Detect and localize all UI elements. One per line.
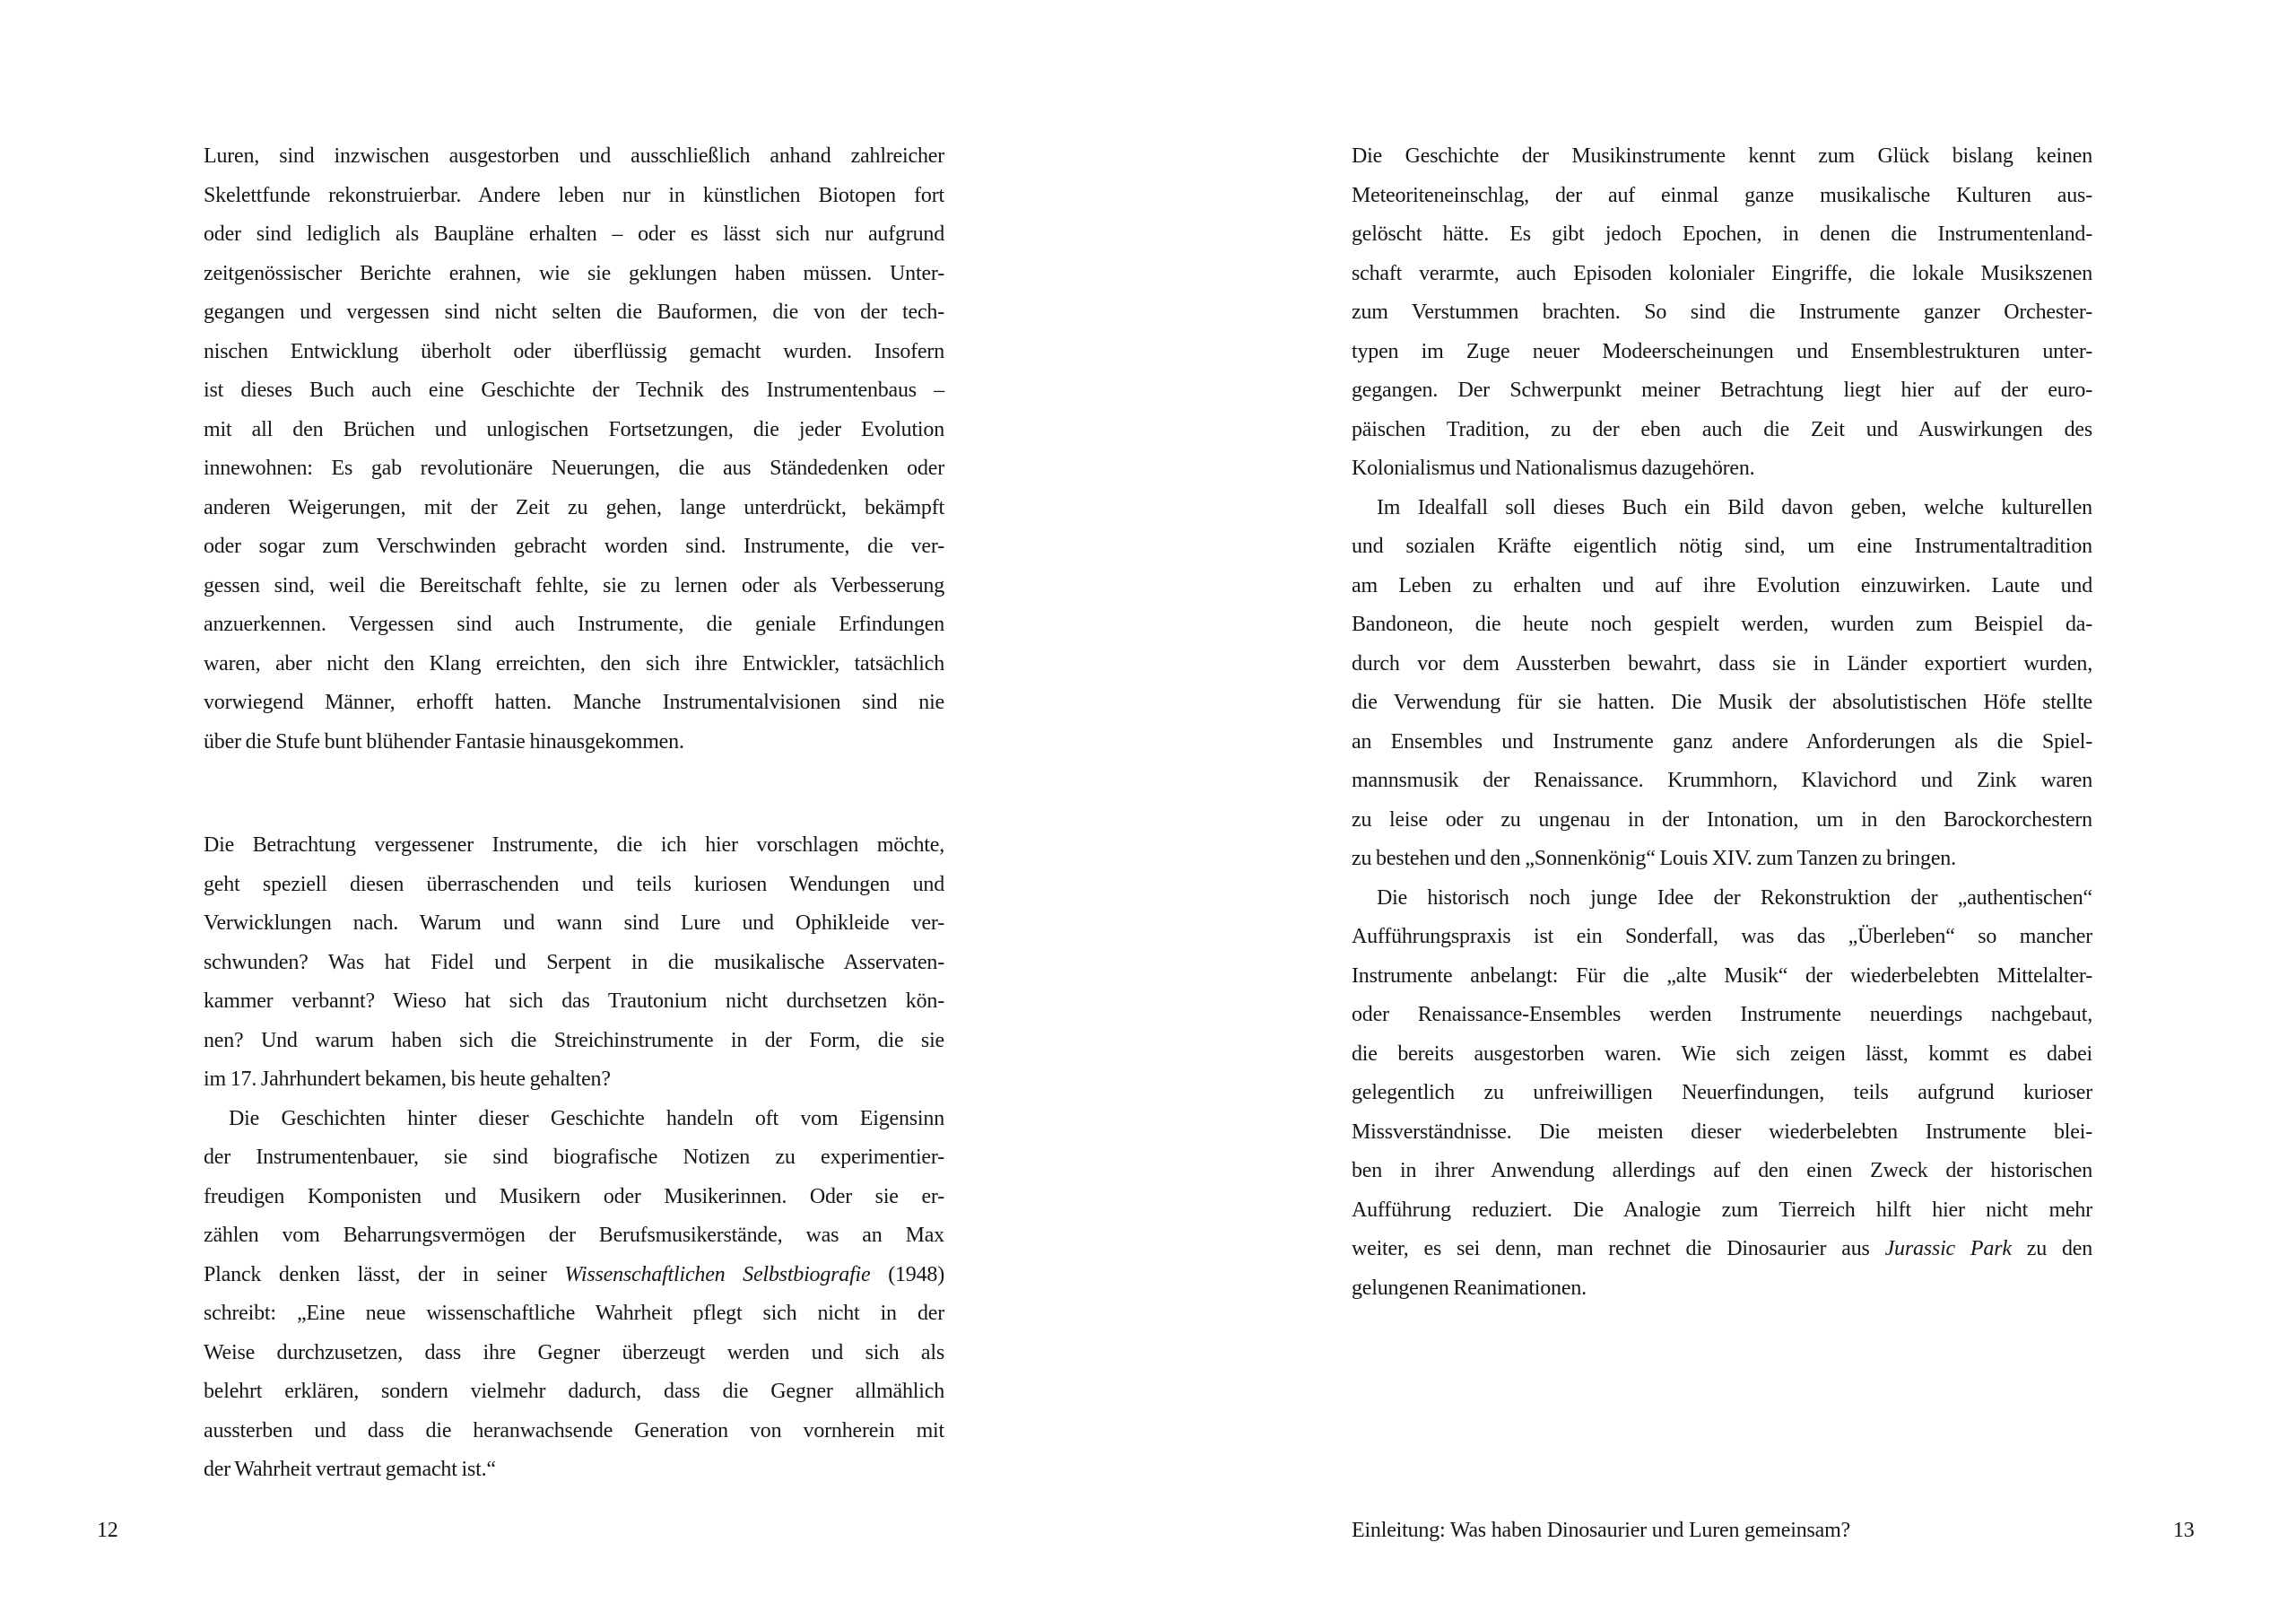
paragraph xyxy=(1352,489,2092,879)
text-line: Weise durchzusetzen, dass ihre Gegner überzeugt werden und sich als xyxy=(204,1340,944,1364)
text-line: Meteoriteneinschlag, der auf einmal ganze musikalische Kulturen aus- xyxy=(1352,183,2092,207)
text-line: zeitgenössischer Berichte erahnen, wie sie geklungen haben müssen. Unter- xyxy=(204,261,944,285)
italic-text: Jurassic Park xyxy=(1884,1237,2012,1260)
text-line: oder sogar zum Verschwinden gebracht worden sind. Instrumente, die ver- xyxy=(204,535,944,558)
text-line: nen? Und warum haben sich die Streichinstrumente in der Form, die sie xyxy=(204,1028,944,1052)
text-line: Die Geschichte der Musikinstrumente kennt zum Glück bislang keinen xyxy=(1352,144,2092,168)
text-run: Planck denken lässt, der in seiner xyxy=(204,1262,565,1286)
text-line: über die Stufe bunt blühender Fantasie hinausgekommen. xyxy=(204,729,684,754)
text-line: der Instrumentenbauer, sie sind biografische Notizen zu experimentier- xyxy=(204,1146,944,1169)
text-line: am Leben zu erhalten und auf ihre Evolution einzuwirken. Laute und xyxy=(1352,573,2092,597)
text-line: schaft verarmte, auch Episoden kolonialer Eingriffe, die lokale Musikszenen xyxy=(1352,261,2092,285)
left-page-text-column xyxy=(204,137,944,1490)
text-line: Im Idealfall soll dieses Buch ein Bild davon geben, welche kulturellen xyxy=(1377,495,2092,519)
text-line: mit all den Brüchen und unlogischen Fortsetzungen, die jeder Evolution xyxy=(204,417,944,441)
text-line: zum Verstummen brachten. So sind die Instrumente ganzer Orchester- xyxy=(1352,301,2092,324)
text-line: schreibt: „Eine neue wissenschaftliche Wahrheit pflegt sich nicht in der xyxy=(204,1302,944,1325)
text-line: gelegentlich zu unfreiwilligen Neuerfindungen, teils aufgrund kurioser xyxy=(1352,1081,2092,1104)
text-line: mannsmusik der Renaissance. Krummhorn, Klavichord und Zink waren xyxy=(1352,769,2092,792)
text-line: durch vor dem Aussterben bewahrt, dass sie in Länder exportiert wurden, xyxy=(1352,651,2092,675)
text-line: gelöscht hätte. Es gibt jedoch Epochen, in denen die Instrumentenland- xyxy=(1352,222,2092,246)
text-line: Die Geschichten hinter dieser Geschichte handeln oft vom Eigensinn xyxy=(229,1106,944,1130)
text-line: im 17. Jahrhundert bekamen, bis heute gehalten? xyxy=(204,1068,611,1091)
text-line: gessen sind, weil die Bereitschaft fehlte, sie zu lernen oder als Verbesserung xyxy=(204,573,944,597)
text-line: ist dieses Buch auch eine Geschichte der Technik des Instrumentenbaus – xyxy=(204,379,944,402)
text-run: zu den xyxy=(2011,1237,2092,1260)
text-line: geht speziell diesen überraschenden und teils kuriosen Wendungen und xyxy=(204,872,944,896)
text-line: nischen Entwicklung überholt oder überflüssig gemacht wurden. Insofern xyxy=(204,339,944,363)
text-line: und sozialen Kräfte eigentlich nötig sind, um eine Instrumentaltradition xyxy=(1352,535,2092,558)
text-line: Aufführungspraxis ist ein Sonderfall, was das „Überleben“ so mancher xyxy=(1352,925,2092,948)
text-line: Kolonialismus und Nationalismus dazugehören. xyxy=(1352,457,1755,480)
text-line xyxy=(1352,1230,2092,1269)
text-line: Verwicklungen nach. Warum und wann sind Lure und Ophikleide ver- xyxy=(204,911,944,935)
text-line: oder Renaissance-Ensembles werden Instrumente neuerdings nachgebaut, xyxy=(1352,1003,2092,1026)
text-line: freudigen Komponisten und Musikern oder Musikerinnen. Oder sie er- xyxy=(204,1184,944,1208)
text-line: gegangen. Der Schwerpunkt meiner Betrachtung liegt hier auf der euro- xyxy=(1352,379,2092,402)
right-page-number: 13 xyxy=(2173,1519,2195,1542)
text-line: kammer verbannt? Wieso hat sich das Trautonium nicht durchsetzen kön- xyxy=(204,989,944,1013)
text-line: anzuerkennen. Vergessen sind auch Instrumente, die geniale Erfindungen xyxy=(204,613,944,636)
text-line: zu leise oder zu ungenau in der Intonation, um in den Barockorchestern xyxy=(1352,807,2092,832)
paragraph xyxy=(204,826,944,1100)
text-line: die Verwendung für sie hatten. Die Musik der absolutistischen Höfe stellte xyxy=(1352,691,2092,714)
right-page-text-column xyxy=(1352,137,2092,1308)
text-line: typen im Zuge neuer Modeerscheinungen und Ensemblestrukturen unter- xyxy=(1352,339,2092,363)
text-line: belehrt erklären, sondern vielmehr dadurch, dass die Gegner allmählich xyxy=(204,1380,944,1403)
text-line: vorwiegend Männer, erhofft hatten. Manche Instrumentalvisionen sind nie xyxy=(204,691,944,714)
text-line: Die historisch noch junge Idee der Rekonstruktion der „authentischen“ xyxy=(1377,885,2092,910)
paragraph xyxy=(1352,137,2092,489)
paragraph xyxy=(204,1100,944,1490)
italic-text: Wissenschaftlichen Selbstbiografie xyxy=(564,1262,871,1286)
text-line: päischen Tradition, zu der eben auch die Zeit und Auswirkungen des xyxy=(1352,417,2092,441)
text-line: an Ensembles und Instrumente ganz andere Anforderungen als die Spiel- xyxy=(1352,729,2092,754)
text-line: oder sind lediglich als Baupläne erhalten – oder es lässt sich nur aufgrund xyxy=(204,222,944,246)
text-run: weiter, es sei denn, man rechnet die Dinosaurier aus xyxy=(1352,1237,1885,1260)
text-line xyxy=(204,1256,944,1295)
text-run: (1948) xyxy=(870,1262,944,1286)
paragraph xyxy=(1352,879,2092,1309)
text-line: gelungenen Reanimationen. xyxy=(1352,1276,1587,1300)
text-line: Missverständnisse. Die meisten dieser wiederbelebten Instrumente blei- xyxy=(1352,1120,2092,1144)
text-line: zu bestehen und den „Sonnenkönig“ Louis XIV. zum Tanzen zu bringen. xyxy=(1352,847,1956,870)
text-line: aussterben und dass die heranwachsende Generation von vornherein mit xyxy=(204,1418,944,1442)
text-line: Instrumente anbelangt: Für die „alte Musik“ der wiederbelebten Mittelalter- xyxy=(1352,963,2092,988)
text-line: zählen vom Beharrungsvermögen der Berufsmusikerstände, was an Max xyxy=(204,1224,944,1247)
text-line: Die Betrachtung vergessener Instrumente, die ich hier vorschlagen möchte, xyxy=(204,833,944,857)
text-line: der Wahrheit vertraut gemacht ist.“ xyxy=(204,1458,496,1481)
text-line: die bereits ausgestorben waren. Wie sich zeigen lässt, kommt es dabei xyxy=(1352,1041,2092,1066)
text-line: innewohnen: Es gab revolutionäre Neuerungen, die aus Ständedenken oder xyxy=(204,457,944,480)
text-line: Luren, sind inzwischen ausgestorben und ausschließlich anhand zahlreicher xyxy=(204,144,944,168)
text-line: anderen Weigerungen, mit der Zeit zu gehen, lange unterdrückt, bekämpft xyxy=(204,495,944,519)
text-line: waren, aber nicht den Klang erreichten, den sich ihre Entwickler, tatsächlich xyxy=(204,651,944,675)
text-line: Aufführung reduziert. Die Analogie zum Tierreich hilft hier nicht mehr xyxy=(1352,1198,2092,1222)
text-line: ben in ihrer Anwendung allerdings auf den einen Zweck der historischen xyxy=(1352,1159,2092,1182)
text-line: Bandoneon, die heute noch gespielt werden, wurden zum Beispiel da- xyxy=(1352,613,2092,636)
text-line: gegangen und vergessen sind nicht selten die Bauformen, die von der tech- xyxy=(204,301,944,324)
left-page-number: 12 xyxy=(97,1519,118,1542)
paragraph xyxy=(204,137,944,762)
running-footer: Einleitung: Was haben Dinosaurier und Luren gemeinsam? xyxy=(1352,1519,1851,1542)
text-line: Skelettfunde rekonstruierbar. Andere leben nur in künstlichen Biotopen fort xyxy=(204,183,944,207)
text-line: schwunden? Was hat Fidel und Serpent in die musikalische Asservaten- xyxy=(204,950,944,974)
